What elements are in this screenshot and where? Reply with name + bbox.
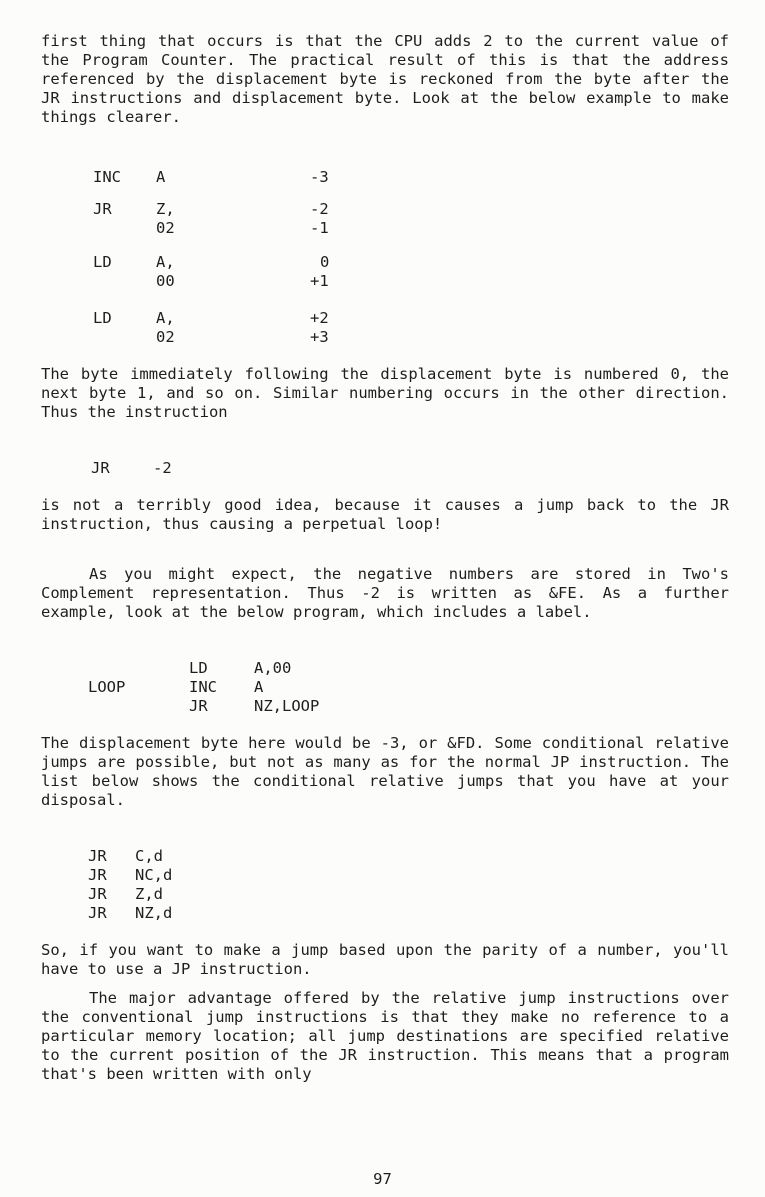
page-number: 97	[373, 1170, 392, 1188]
code-label: LOOP	[88, 678, 126, 696]
code-op: LD	[93, 253, 112, 271]
code-arg: Z,d	[135, 885, 163, 903]
code-line	[93, 253, 493, 272]
code-line	[93, 309, 493, 328]
paragraph-3: is not a terribly good idea, because it causes a jump back to the JR instruction, thus causing a perpetual loop!	[41, 496, 729, 533]
code-arg: C,d	[135, 847, 163, 865]
code-arg: A,00	[254, 659, 292, 677]
code-line	[88, 678, 729, 697]
code-number: -2	[310, 200, 329, 218]
code-arg: NZ,d	[135, 904, 173, 922]
code-arg: Z,	[156, 200, 175, 218]
code-op: INC	[93, 168, 121, 186]
code-op: INC	[189, 678, 217, 696]
code-line	[93, 200, 493, 219]
code-arg: NC,d	[135, 866, 173, 884]
code-op: JR	[189, 697, 208, 715]
code-op: JR	[91, 459, 110, 477]
code-number: -3	[310, 168, 329, 186]
code-op: JR	[88, 866, 107, 884]
code-arg: 00	[156, 272, 175, 290]
code-arg: 02	[156, 328, 175, 346]
code-arg: A,	[156, 253, 175, 271]
paragraph-6: So, if you want to make a jump based upon the parity of a number, you'll have to use a JP instruction.	[41, 941, 729, 978]
code-example-2	[91, 459, 729, 478]
code-line	[88, 866, 729, 885]
paragraph-2: The byte immediately following the displacement byte is numbered 0, the next byte 1, and so on. Similar numbering occurs in the other direction. Thus the instruction	[41, 365, 729, 421]
code-line	[88, 885, 729, 904]
code-arg: A	[254, 678, 264, 696]
code-op: LD	[93, 309, 112, 327]
code-number: -1	[310, 219, 329, 237]
paragraph-7: The major advantage offered by the relative jump instructions over the conventional jump instructions is that they make no reference to a particular memory location; all jump destinations are specified relative to the current position of the JR instruction. This means that a program that's been written with only	[41, 989, 729, 1083]
paragraph-4: As you might expect, the negative numbers are stored in Two's Complement representation. Thus -2 is written as &FE. As a further example, look at the below program, which includes a label.	[41, 565, 729, 621]
code-example-1	[93, 168, 729, 348]
code-arg: 02	[156, 219, 175, 237]
code-line	[88, 904, 729, 923]
paragraph-1: first thing that occurs is that the CPU adds 2 to the current value of the Program Counter. The practical result of this is that the address referenced by the displacement byte is reckoned from the byte after the JR instructions and displacement byte. Look at the below example to make things clearer.	[41, 32, 729, 126]
code-arg: NZ,LOOP	[254, 697, 320, 715]
code-example-4	[88, 847, 729, 923]
code-line	[93, 328, 493, 347]
code-arg: A,	[156, 309, 175, 327]
code-number: +3	[310, 328, 329, 346]
code-number: +1	[310, 272, 329, 290]
code-op: JR	[88, 885, 107, 903]
code-number: +2	[310, 309, 329, 327]
code-line	[88, 847, 729, 866]
code-example-3	[88, 659, 729, 716]
code-line	[91, 459, 729, 478]
code-op: LD	[189, 659, 208, 677]
code-line	[93, 272, 493, 291]
code-op: JR	[88, 904, 107, 922]
paragraph-5: The displacement byte here would be -3, or &FD. Some conditional relative jumps are possible, but not as many as for the normal JP instruction. The list below shows the conditional relative jumps that you have at your disposal.	[41, 734, 729, 809]
code-op: JR	[93, 200, 112, 218]
code-line	[88, 697, 729, 716]
code-line	[93, 219, 493, 238]
code-arg: A	[156, 168, 166, 186]
code-op: JR	[88, 847, 107, 865]
code-line	[93, 168, 729, 187]
document-page	[41, 32, 729, 1103]
code-line	[88, 659, 729, 678]
code-number: 0	[320, 253, 330, 271]
code-arg: -2	[153, 459, 172, 477]
